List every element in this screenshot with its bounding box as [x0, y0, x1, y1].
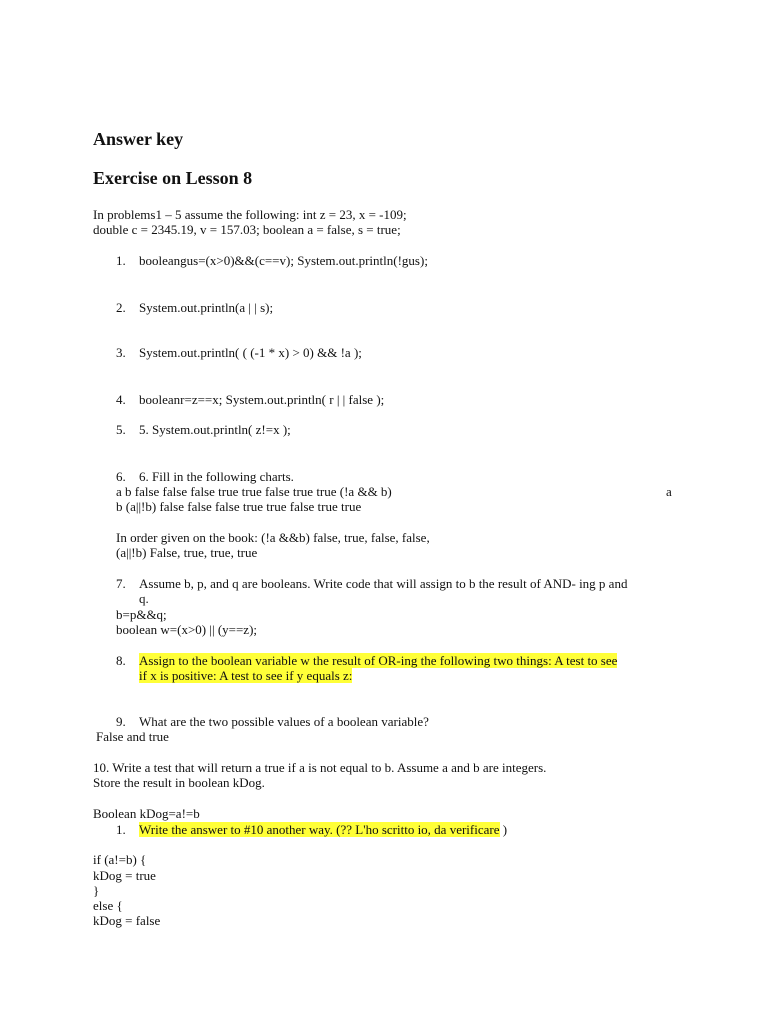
- item-3-text: System.out.println( ( (-1 * x) > 0) && !a );: [139, 345, 362, 360]
- item-9-text: What are the two possible values of a boolean variable?: [139, 714, 429, 729]
- item-6-book-line-2: (a||!b) False, true, true, true: [116, 545, 258, 560]
- code-line-1: if (a!=b) {: [93, 852, 147, 867]
- intro-line-1: In problems1 – 5 assume the following: int z = 23, x = -109;: [93, 207, 407, 222]
- item-8-highlight: Assign to the boolean variable w the result of OR-ing the following two things: A test to see: [139, 653, 618, 668]
- item-6-chart-line-1: a b false false false true true false true true (!a && b): [116, 484, 392, 499]
- item-1-number: 1.: [116, 253, 126, 268]
- item-1-text: booleangus=(x>0)&&(c==v); System.out.println(!gus);: [139, 253, 428, 268]
- item-8-number: 8.: [116, 653, 126, 668]
- item-6-number: 6.: [116, 469, 126, 484]
- item-7-answer-1: b=p&&q;: [116, 607, 167, 622]
- item-6-chart-a: a: [666, 484, 672, 499]
- item-4-text: booleanr=z==x; System.out.println( r | | false );: [139, 392, 385, 407]
- q11-tail: ): [499, 822, 508, 837]
- item-8-text: [139, 653, 617, 668]
- item-9-answer: False and true: [96, 729, 169, 744]
- q10-answer: Boolean kDog=a!=b: [93, 806, 200, 821]
- item-3-number: 3.: [116, 345, 126, 360]
- document-title: Answer key: [93, 129, 184, 149]
- item-6-book-line-1: In order given on the book: (!a &&b) false, true, false, false,: [116, 530, 430, 545]
- item-8-highlight-cont: if x is positive: A test to see if y equals z:: [139, 668, 353, 683]
- item-6-text: 6. Fill in the following charts.: [139, 469, 294, 484]
- item-7-answer-2: boolean w=(x>0) || (y==z);: [116, 622, 258, 637]
- q11-number: 1.: [116, 822, 126, 837]
- code-line-4: else {: [93, 898, 123, 913]
- q10-line-2: Store the result in boolean kDog.: [93, 775, 265, 790]
- q11-highlight: Write the answer to #10 another way. (?? L'ho scritto io, da verificare: [139, 822, 500, 837]
- item-6-chart-line-2: b (a||!b) false false false true true false true true: [116, 499, 362, 514]
- item-7-text-cont: q.: [139, 591, 149, 606]
- code-line-2: kDog = true: [93, 868, 156, 883]
- item-8-text-cont: [139, 668, 352, 683]
- code-line-3: }: [93, 883, 100, 898]
- q11-text: [139, 822, 507, 837]
- item-9-number: 9.: [116, 714, 126, 729]
- item-5-text: 5. System.out.println( z!=x );: [139, 422, 291, 437]
- item-5-number: 5.: [116, 422, 126, 437]
- item-4-number: 4.: [116, 392, 126, 407]
- item-2-number: 2.: [116, 300, 126, 315]
- code-line-5: kDog = false: [93, 913, 161, 928]
- q10-line-1: 10. Write a test that will return a true if a is not equal to b. Assume a and b are integers.: [93, 760, 547, 775]
- item-7-text: Assume b, p, and q are booleans. Write code that will assign to b the result of AND- ing p and: [139, 576, 628, 591]
- item-7-number: 7.: [116, 576, 126, 591]
- intro-line-2: double c = 2345.19, v = 157.03; boolean a = false, s = true;: [93, 222, 401, 237]
- document-subtitle: Exercise on Lesson 8: [93, 168, 253, 188]
- item-2-text: System.out.println(a | | s);: [139, 300, 274, 315]
